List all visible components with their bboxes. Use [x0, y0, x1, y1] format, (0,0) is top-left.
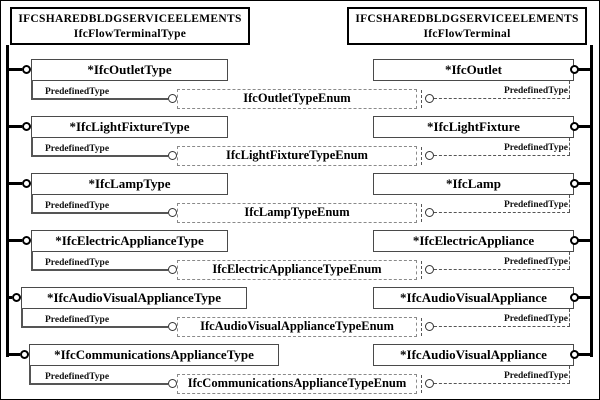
right-attribute-elbow: [569, 252, 570, 269]
right-attribute-label: PredefinedType: [503, 371, 568, 381]
left-connector-line: [9, 353, 20, 356]
enum-type-label: IfcLampTypeEnum: [244, 205, 350, 219]
schema-header-right-schema: IFCSHAREDBLDGSERVICEELEMENTS: [355, 13, 579, 25]
diagram-row: [1, 173, 600, 227]
right-attribute-line: [434, 155, 570, 156]
right-attribute-elbow: [569, 138, 570, 155]
instance-entity-label: *IfcAudioVisualAppliance: [400, 290, 547, 305]
enum-type-label: IfcOutletTypeEnum: [243, 91, 351, 105]
right-connector-line: [578, 125, 590, 128]
right-attribute-line: [434, 383, 570, 384]
left-attribute-line: [29, 383, 168, 385]
enum-left-circle-icon: [168, 151, 177, 160]
enum-right-circle-icon: [425, 379, 434, 388]
type-entity-label: *IfcLightFixtureType: [69, 119, 190, 134]
schema-header-right-entity: IfcFlowTerminal: [423, 28, 511, 40]
left-connector-line: [9, 68, 22, 71]
right-attribute-elbow: [569, 309, 570, 326]
enum-left-circle-icon: [168, 379, 177, 388]
enum-type-label: IfcAudioVisualApplianceTypeEnum: [200, 319, 394, 333]
left-attribute-label: PredefinedType: [45, 87, 110, 97]
instance-entity-box: [373, 287, 574, 309]
instance-entity-box: [373, 116, 574, 138]
right-connector-line: [578, 68, 590, 71]
left-connector-line: [9, 125, 22, 128]
enum-right-bracket: [421, 375, 422, 393]
enum-left-circle-icon: [168, 265, 177, 274]
left-connector-line: [9, 239, 22, 242]
type-entity-box: [29, 344, 279, 366]
enum-right-bracket: [421, 204, 422, 222]
diagram-row: [1, 344, 600, 398]
left-attribute-elbow: [31, 251, 33, 270]
right-attribute-label: PredefinedType: [503, 314, 568, 324]
instance-entity-label: *IfcLamp: [446, 176, 501, 191]
left-attribute-line: [31, 98, 168, 100]
right-connector-line: [578, 182, 590, 185]
schema-header-left-schema: IFCSHAREDBLDGSERVICEELEMENTS: [18, 13, 242, 25]
instance-entity-box: [373, 230, 574, 252]
left-attribute-label: PredefinedType: [45, 372, 110, 382]
rows-container: [1, 1, 600, 400]
enum-type-label: IfcElectricApplianceTypeEnum: [212, 262, 382, 276]
right-connector-line: [578, 239, 590, 242]
enum-right-bracket: [421, 318, 422, 336]
enum-right-circle-icon: [425, 151, 434, 160]
type-entity-label: *IfcElectricApplianceType: [55, 233, 204, 248]
enum-left-circle-icon: [168, 208, 177, 217]
schema-header-left-entity: IfcFlowTerminalType: [73, 28, 187, 40]
enum-type-box: [177, 374, 417, 394]
left-connector-circle-icon: [22, 65, 31, 74]
right-connector-line: [578, 296, 590, 299]
instance-entity-box: [373, 173, 574, 195]
enum-right-bracket: [421, 147, 422, 165]
left-attribute-label: PredefinedType: [45, 201, 110, 211]
right-attribute-elbow: [569, 195, 570, 212]
type-entity-box: [21, 287, 247, 309]
diagram-row: [1, 287, 600, 341]
right-attribute-line: [434, 269, 570, 270]
enum-right-bracket: [421, 90, 422, 108]
enum-right-circle-icon: [425, 322, 434, 331]
type-entity-label: *IfcOutletType: [87, 62, 172, 77]
enum-type-box: [177, 146, 417, 166]
type-entity-label: *IfcAudioVisualApplianceType: [46, 290, 222, 305]
enum-type-label: IfcLightFixtureTypeEnum: [226, 148, 368, 162]
left-attribute-label: PredefinedType: [45, 315, 110, 325]
left-connector-line: [9, 182, 22, 185]
enum-right-circle-icon: [425, 94, 434, 103]
enum-type-box: [177, 89, 417, 109]
enum-right-circle-icon: [425, 265, 434, 274]
diagram-row: [1, 59, 600, 113]
left-attribute-line: [31, 155, 168, 157]
right-attribute-line: [434, 326, 570, 327]
right-attribute-line: [434, 98, 570, 99]
diagram-row: [1, 116, 600, 170]
instance-entity-label: *IfcLightFixture: [427, 119, 520, 134]
right-attribute-elbow: [569, 366, 570, 383]
instance-entity-box: [373, 344, 574, 366]
type-entity-label: *IfcCommunicationsApplianceType: [54, 347, 254, 362]
type-entity-box: [31, 230, 228, 252]
type-entity-box: [31, 59, 228, 81]
left-attribute-line: [31, 269, 168, 271]
enum-left-circle-icon: [168, 94, 177, 103]
enum-type-box: [177, 317, 417, 337]
left-connector-circle-icon: [22, 122, 31, 131]
right-attribute-label: PredefinedType: [503, 143, 568, 153]
left-attribute-label: PredefinedType: [45, 258, 110, 268]
left-attribute-line: [21, 326, 168, 328]
left-attribute-elbow: [31, 80, 33, 99]
left-connector-circle-icon: [22, 179, 31, 188]
left-attribute-label: PredefinedType: [45, 144, 110, 154]
enum-left-circle-icon: [168, 322, 177, 331]
instance-entity-label: *IfcOutlet: [444, 62, 503, 77]
left-connector-circle-icon: [22, 236, 31, 245]
left-connector-circle-icon: [20, 350, 29, 359]
right-attribute-elbow: [569, 81, 570, 98]
enum-right-bracket: [421, 261, 422, 279]
enum-right-circle-icon: [425, 208, 434, 217]
left-attribute-elbow: [21, 308, 23, 327]
left-attribute-elbow: [29, 365, 31, 384]
right-attribute-label: PredefinedType: [503, 86, 568, 96]
type-entity-label: *IfcLampType: [88, 176, 171, 191]
right-attribute-label: PredefinedType: [503, 200, 568, 210]
enum-type-label: IfcCommunicationsApplianceTypeEnum: [187, 376, 407, 390]
instance-entity-label: *IfcAudioVisualAppliance: [400, 347, 547, 362]
type-entity-box: [31, 173, 228, 195]
right-attribute-label: PredefinedType: [503, 257, 568, 267]
type-entity-box: [31, 116, 228, 138]
diagram-row: [1, 230, 600, 284]
left-attribute-elbow: [31, 194, 33, 213]
right-connector-line: [578, 353, 590, 356]
left-attribute-line: [31, 212, 168, 214]
left-connector-circle-icon: [12, 293, 21, 302]
instance-entity-box: [373, 59, 574, 81]
right-attribute-line: [434, 212, 570, 213]
left-attribute-elbow: [31, 137, 33, 156]
enum-type-box: [177, 203, 417, 223]
instance-entity-label: *IfcElectricAppliance: [412, 233, 535, 248]
enum-type-box: [177, 260, 417, 280]
